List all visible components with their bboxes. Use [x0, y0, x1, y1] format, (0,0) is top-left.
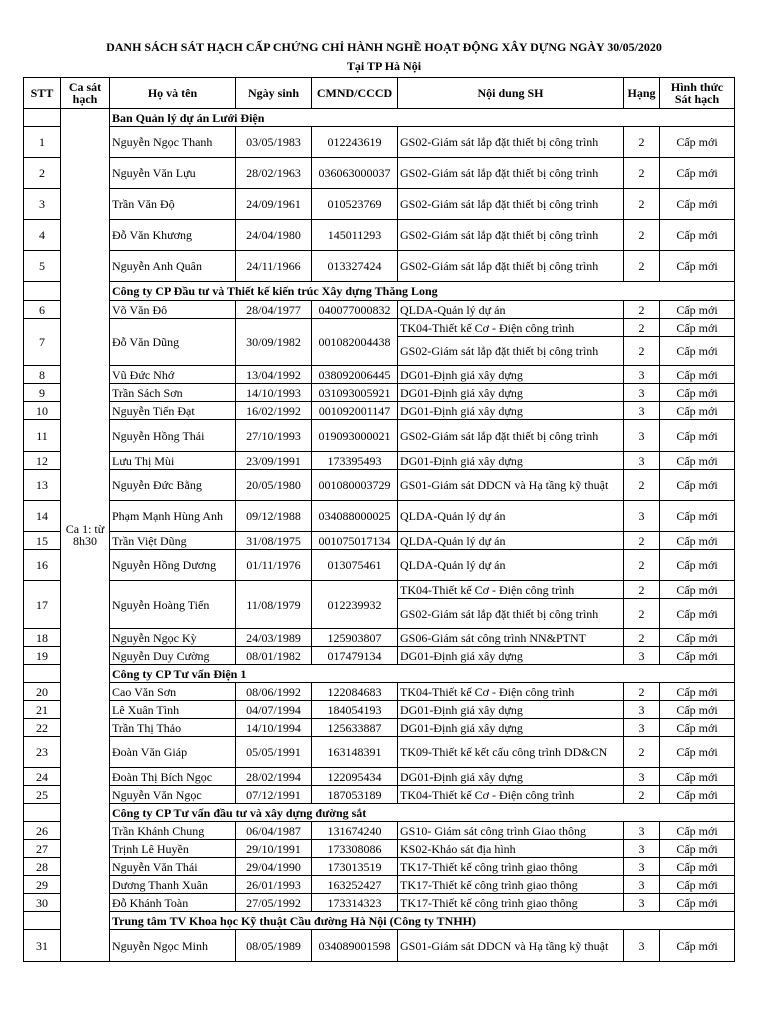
- content-cell: DG01-Định giá xây dựng: [398, 402, 624, 420]
- form-cell: Cấp mới: [660, 402, 735, 420]
- table-row: [24, 876, 735, 894]
- stt-cell: 19: [24, 647, 61, 665]
- name-cell: Nguyễn Ngọc Minh: [110, 930, 236, 962]
- content-cell: DG01-Định giá xây dựng: [398, 366, 624, 384]
- name-cell: Đỗ Khánh Toàn: [110, 894, 236, 912]
- content-cell: GS02-Giám sát lắp đặt thiết bị công trình: [398, 599, 624, 629]
- form-cell: Cấp mới: [660, 822, 735, 840]
- form-cell: Cấp mới: [660, 647, 735, 665]
- id-cell: 001080003729: [312, 470, 398, 501]
- candidate-table: [23, 77, 735, 962]
- table-row: [24, 420, 735, 452]
- table-row: [24, 366, 735, 384]
- name-cell: Nguyễn Văn Lựu: [110, 158, 236, 189]
- rank-cell: 3: [624, 402, 660, 420]
- group-row: [24, 804, 735, 822]
- table-row: [24, 629, 735, 647]
- table-row: [24, 189, 735, 220]
- id-cell: 122084683: [312, 683, 398, 701]
- header-rank: Hạng: [624, 78, 660, 109]
- dob-cell: 16/02/1992: [236, 402, 312, 420]
- dob-cell: 11/08/1979: [236, 581, 312, 629]
- group-row: [24, 912, 735, 930]
- stt-cell: 29: [24, 876, 61, 894]
- id-cell: 187053189: [312, 786, 398, 804]
- header-dob: Ngày sinh: [236, 78, 312, 109]
- table-row: [24, 858, 735, 876]
- id-cell: 019093000021: [312, 420, 398, 452]
- dob-cell: 29/10/1991: [236, 840, 312, 858]
- dob-cell: 14/10/1994: [236, 719, 312, 737]
- content-cell: GS01-Giám sát DDCN và Hạ tầng kỹ thuật: [398, 930, 624, 962]
- stt-cell: 24: [24, 768, 61, 786]
- form-cell: Cấp mới: [660, 301, 735, 319]
- name-cell: Nguyễn Văn Thái: [110, 858, 236, 876]
- name-cell: Đoàn Văn Giáp: [110, 737, 236, 768]
- stt-cell: 25: [24, 786, 61, 804]
- table-row: [24, 822, 735, 840]
- name-cell: Phạm Mạnh Hùng Anh: [110, 501, 236, 532]
- table-row: [24, 301, 735, 319]
- name-cell: Cao Văn Sơn: [110, 683, 236, 701]
- rank-cell: 2: [624, 337, 660, 366]
- id-cell: 012243619: [312, 127, 398, 158]
- name-cell: Trần Thị Thảo: [110, 719, 236, 737]
- name-cell: Lưu Thị Mùi: [110, 452, 236, 470]
- dob-cell: 28/02/1994: [236, 768, 312, 786]
- id-cell: 001082004438: [312, 319, 398, 366]
- dob-cell: 07/12/1991: [236, 786, 312, 804]
- id-cell: 010523769: [312, 189, 398, 220]
- stt-cell: 21: [24, 701, 61, 719]
- rank-cell: 3: [624, 858, 660, 876]
- form-cell: Cấp mới: [660, 127, 735, 158]
- rank-cell: 3: [624, 384, 660, 402]
- dob-cell: 29/04/1990: [236, 858, 312, 876]
- stt-cell: 15: [24, 532, 61, 550]
- id-cell: 173013519: [312, 858, 398, 876]
- id-cell: 040077000832: [312, 301, 398, 319]
- id-cell: 173308086: [312, 840, 398, 858]
- rank-cell: 2: [624, 189, 660, 220]
- id-cell: 163148391: [312, 737, 398, 768]
- id-cell: 034088000025: [312, 501, 398, 532]
- content-cell: TK17-Thiết kế công trình giao thông: [398, 894, 624, 912]
- content-cell: TK04-Thiết kế Cơ - Điện công trình: [398, 319, 624, 337]
- group-row: [24, 282, 735, 301]
- rank-cell: 3: [624, 452, 660, 470]
- content-cell: GS02-Giám sát lắp đặt thiết bị công trình: [398, 420, 624, 452]
- table-row: [24, 470, 735, 501]
- dob-cell: 03/05/1983: [236, 127, 312, 158]
- content-cell: KS02-Khảo sát địa hình: [398, 840, 624, 858]
- rank-cell: 3: [624, 701, 660, 719]
- name-cell: Trần Việt Dũng: [110, 532, 236, 550]
- name-cell: Võ Văn Đô: [110, 301, 236, 319]
- name-cell: Nguyễn Tiến Đạt: [110, 402, 236, 420]
- name-cell: Nguyễn Hoàng Tiến: [110, 581, 236, 629]
- dob-cell: 24/03/1989: [236, 629, 312, 647]
- dob-cell: 27/10/1993: [236, 420, 312, 452]
- form-cell: Cấp mới: [660, 599, 735, 629]
- form-cell: Cấp mới: [660, 930, 735, 962]
- dob-cell: 31/08/1975: [236, 532, 312, 550]
- content-cell: TK04-Thiết kế Cơ - Điện công trình: [398, 786, 624, 804]
- form-cell: Cấp mới: [660, 701, 735, 719]
- name-cell: Lê Xuân Tình: [110, 701, 236, 719]
- table-row: [24, 683, 735, 701]
- name-cell: Nguyễn Văn Ngọc: [110, 786, 236, 804]
- content-cell: QLDA-Quản lý dự án: [398, 501, 624, 532]
- rank-cell: 3: [624, 719, 660, 737]
- rank-cell: 3: [624, 930, 660, 962]
- name-cell: Trần Khánh Chung: [110, 822, 236, 840]
- stt-cell: 12: [24, 452, 61, 470]
- table-row: [24, 930, 735, 962]
- content-cell: TK17-Thiết kế công trình giao thông: [398, 858, 624, 876]
- table-row: [24, 786, 735, 804]
- form-cell: Cấp mới: [660, 550, 735, 581]
- dob-cell: 06/04/1987: [236, 822, 312, 840]
- header-ca: Ca sát hạch: [61, 78, 110, 109]
- table-header-row: [24, 78, 735, 109]
- group-label: Trung tâm TV Khoa học Kỹ thuật Cầu đường Hà Nội (Công ty TNHH): [110, 912, 735, 930]
- rank-cell: 2: [624, 251, 660, 282]
- table-row: [24, 647, 735, 665]
- form-cell: Cấp mới: [660, 189, 735, 220]
- exam-session-cell: Ca 1: từ 8h30: [61, 109, 110, 962]
- id-cell: 017479134: [312, 647, 398, 665]
- content-cell: DG01-Định giá xây dựng: [398, 384, 624, 402]
- form-cell: Cấp mới: [660, 319, 735, 337]
- name-cell: Nguyễn Đức Bằng: [110, 470, 236, 501]
- rank-cell: 2: [624, 550, 660, 581]
- dob-cell: 28/04/1977: [236, 301, 312, 319]
- stt-cell: 18: [24, 629, 61, 647]
- dob-cell: 27/05/1992: [236, 894, 312, 912]
- dob-cell: 08/05/1989: [236, 930, 312, 962]
- rank-cell: 2: [624, 599, 660, 629]
- id-cell: 163252427: [312, 876, 398, 894]
- content-cell: GS01-Giám sát DDCN và Hạ tầng kỹ thuật: [398, 470, 624, 501]
- form-cell: Cấp mới: [660, 337, 735, 366]
- id-cell: 184054193: [312, 701, 398, 719]
- name-cell: Nguyễn Ngọc Kỳ: [110, 629, 236, 647]
- content-cell: QLDA-Quản lý dự án: [398, 550, 624, 581]
- rank-cell: 3: [624, 501, 660, 532]
- stt-cell: 20: [24, 683, 61, 701]
- id-cell: 038092006445: [312, 366, 398, 384]
- form-cell: Cấp mới: [660, 768, 735, 786]
- dob-cell: 04/07/1994: [236, 701, 312, 719]
- stt-cell: 3: [24, 189, 61, 220]
- name-cell: Đỗ Văn Khương: [110, 220, 236, 251]
- group-stt-cell: [24, 912, 61, 930]
- group-label: Công ty CP Đầu tư và Thiết kế kiến trúc Xây dựng Thăng Long: [110, 282, 735, 301]
- dob-cell: 24/11/1966: [236, 251, 312, 282]
- form-cell: Cấp mới: [660, 737, 735, 768]
- stt-cell: 1: [24, 127, 61, 158]
- table-row: [24, 319, 735, 337]
- stt-cell: 26: [24, 822, 61, 840]
- document-title: DANH SÁCH SÁT HẠCH CẤP CHỨNG CHỈ HÀNH NGHỀ HOẠT ĐỘNG XÂY DỰNG NGÀY 30/05/2020: [106, 40, 662, 54]
- content-cell: DG01-Định giá xây dựng: [398, 647, 624, 665]
- id-cell: 131674240: [312, 822, 398, 840]
- table-row: [24, 550, 735, 581]
- form-cell: Cấp mới: [660, 876, 735, 894]
- content-cell: TK09-Thiết kế kết cấu công trình DD&CN: [398, 737, 624, 768]
- id-cell: 122095434: [312, 768, 398, 786]
- content-cell: DG01-Định giá xây dựng: [398, 719, 624, 737]
- id-cell: 125903807: [312, 629, 398, 647]
- form-cell: Cấp mới: [660, 251, 735, 282]
- rank-cell: 3: [624, 840, 660, 858]
- content-cell: TK17-Thiết kế công trình giao thông: [398, 876, 624, 894]
- stt-cell: 6: [24, 301, 61, 319]
- rank-cell: 2: [624, 737, 660, 768]
- group-stt-cell: [24, 109, 61, 127]
- rank-cell: 2: [624, 127, 660, 158]
- id-cell: 013327424: [312, 251, 398, 282]
- id-cell: 001075017134: [312, 532, 398, 550]
- content-cell: GS10- Giám sát công trình Giao thông: [398, 822, 624, 840]
- header-content: Nội dung SH: [398, 78, 624, 109]
- stt-cell: 14: [24, 501, 61, 532]
- content-cell: GS02-Giám sát lắp đặt thiết bị công trình: [398, 337, 624, 366]
- name-cell: Dương Thanh Xuân: [110, 876, 236, 894]
- name-cell: Nguyễn Ngọc Thanh: [110, 127, 236, 158]
- form-cell: Cấp mới: [660, 894, 735, 912]
- dob-cell: 23/09/1991: [236, 452, 312, 470]
- table-body: [24, 109, 735, 962]
- content-cell: GS02-Giám sát lắp đặt thiết bị công trình: [398, 220, 624, 251]
- rank-cell: 2: [624, 581, 660, 599]
- content-cell: TK04-Thiết kế Cơ - Điện công trình: [398, 683, 624, 701]
- stt-cell: 22: [24, 719, 61, 737]
- rank-cell: 2: [624, 470, 660, 501]
- table-row: [24, 532, 735, 550]
- rank-cell: 2: [624, 220, 660, 251]
- table-row: [24, 840, 735, 858]
- form-cell: Cấp mới: [660, 532, 735, 550]
- form-cell: Cấp mới: [660, 840, 735, 858]
- form-cell: Cấp mới: [660, 220, 735, 251]
- id-cell: 031093005921: [312, 384, 398, 402]
- header-stt: STT: [24, 78, 61, 109]
- form-cell: Cấp mới: [660, 501, 735, 532]
- rank-cell: 2: [624, 301, 660, 319]
- dob-cell: 26/01/1993: [236, 876, 312, 894]
- id-cell: 034089001598: [312, 930, 398, 962]
- rank-cell: 2: [624, 319, 660, 337]
- form-cell: Cấp mới: [660, 858, 735, 876]
- content-cell: QLDA-Quản lý dự án: [398, 301, 624, 319]
- rank-cell: 3: [624, 768, 660, 786]
- stt-cell: 5: [24, 251, 61, 282]
- content-cell: DG01-Định giá xây dựng: [398, 701, 624, 719]
- stt-cell: 17: [24, 581, 61, 629]
- dob-cell: 24/09/1961: [236, 189, 312, 220]
- rank-cell: 2: [624, 158, 660, 189]
- rank-cell: 2: [624, 683, 660, 701]
- group-label: Công ty CP Tư vấn đầu tư và xây dựng đường sắt: [110, 804, 735, 822]
- table-row: [24, 701, 735, 719]
- table-row: [24, 581, 735, 599]
- group-stt-cell: [24, 804, 61, 822]
- stt-cell: 10: [24, 402, 61, 420]
- stt-cell: 28: [24, 858, 61, 876]
- id-cell: 173395493: [312, 452, 398, 470]
- id-cell: 173314323: [312, 894, 398, 912]
- table-row: [24, 501, 735, 532]
- content-cell: DG01-Định giá xây dựng: [398, 452, 624, 470]
- form-cell: Cấp mới: [660, 366, 735, 384]
- stt-cell: 4: [24, 220, 61, 251]
- form-cell: Cấp mới: [660, 158, 735, 189]
- content-cell: TK04-Thiết kế Cơ - Điện công trình: [398, 581, 624, 599]
- name-cell: Đoàn Thị Bích Ngọc: [110, 768, 236, 786]
- content-cell: GS02-Giám sát lắp đặt thiết bị công trình: [398, 158, 624, 189]
- stt-cell: 2: [24, 158, 61, 189]
- name-cell: Nguyễn Hồng Thái: [110, 420, 236, 452]
- form-cell: Cấp mới: [660, 384, 735, 402]
- table-row: [24, 719, 735, 737]
- group-label: Ban Quản lý dự án Lưới Điện: [110, 109, 735, 127]
- stt-cell: 13: [24, 470, 61, 501]
- group-stt-cell: [24, 282, 61, 301]
- id-cell: 012239932: [312, 581, 398, 629]
- form-cell: Cấp mới: [660, 470, 735, 501]
- rank-cell: 3: [624, 366, 660, 384]
- name-cell: Trần Sách Sơn: [110, 384, 236, 402]
- dob-cell: 01/11/1976: [236, 550, 312, 581]
- dob-cell: 28/02/1963: [236, 158, 312, 189]
- content-cell: GS02-Giám sát lắp đặt thiết bị công trình: [398, 189, 624, 220]
- table-row: [24, 737, 735, 768]
- table-row: [24, 768, 735, 786]
- document-subtitle: Tại TP Hà Nội: [346, 59, 422, 73]
- table-row: [24, 384, 735, 402]
- table-row: [24, 158, 735, 189]
- group-label: Công ty CP Tư vấn Điện 1: [110, 665, 735, 683]
- id-cell: 145011293: [312, 220, 398, 251]
- form-cell: Cấp mới: [660, 420, 735, 452]
- form-cell: Cấp mới: [660, 786, 735, 804]
- id-cell: 125633887: [312, 719, 398, 737]
- rank-cell: 2: [624, 786, 660, 804]
- rank-cell: 3: [624, 822, 660, 840]
- form-cell: Cấp mới: [660, 719, 735, 737]
- stt-cell: 30: [24, 894, 61, 912]
- content-cell: GS02-Giám sát lắp đặt thiết bị công trình: [398, 251, 624, 282]
- stt-cell: 11: [24, 420, 61, 452]
- stt-cell: 16: [24, 550, 61, 581]
- name-cell: Trịnh Lê Huyền: [110, 840, 236, 858]
- name-cell: Nguyễn Anh Quân: [110, 251, 236, 282]
- dob-cell: 24/04/1980: [236, 220, 312, 251]
- name-cell: Nguyễn Duy Cường: [110, 647, 236, 665]
- stt-cell: 7: [24, 319, 61, 366]
- dob-cell: 09/12/1988: [236, 501, 312, 532]
- id-cell: 001092001147: [312, 402, 398, 420]
- rank-cell: 3: [624, 894, 660, 912]
- content-cell: GS06-Giám sát công trình NN&PTNT: [398, 629, 624, 647]
- table-row: [24, 251, 735, 282]
- rank-cell: 2: [624, 532, 660, 550]
- dob-cell: 13/04/1992: [236, 366, 312, 384]
- group-row: [24, 109, 735, 127]
- name-cell: Vũ Đức Nhớ: [110, 366, 236, 384]
- form-cell: Cấp mới: [660, 452, 735, 470]
- content-cell: GS02-Giám sát lắp đặt thiết bị công trình: [398, 127, 624, 158]
- content-cell: QLDA-Quản lý dự án: [398, 532, 624, 550]
- stt-cell: 9: [24, 384, 61, 402]
- table-row: [24, 220, 735, 251]
- dob-cell: 08/01/1982: [236, 647, 312, 665]
- rank-cell: 3: [624, 876, 660, 894]
- form-cell: Cấp mới: [660, 629, 735, 647]
- stt-cell: 8: [24, 366, 61, 384]
- name-cell: Trần Văn Độ: [110, 189, 236, 220]
- id-cell: 013075461: [312, 550, 398, 581]
- header-name: Họ và tên: [110, 78, 236, 109]
- content-cell: DG01-Định giá xây dựng: [398, 768, 624, 786]
- dob-cell: 08/06/1992: [236, 683, 312, 701]
- stt-cell: 31: [24, 930, 61, 962]
- form-cell: Cấp mới: [660, 581, 735, 599]
- table-row: [24, 402, 735, 420]
- header-id: CMND/CCCD: [312, 78, 398, 109]
- name-cell: Nguyễn Hồng Dương: [110, 550, 236, 581]
- name-cell: Đỗ Văn Dũng: [110, 319, 236, 366]
- group-stt-cell: [24, 665, 61, 683]
- dob-cell: 30/09/1982: [236, 319, 312, 366]
- table-row: [24, 127, 735, 158]
- table-row: [24, 452, 735, 470]
- header-form: Hình thức Sát hạch: [660, 78, 735, 109]
- id-cell: 036063000037: [312, 158, 398, 189]
- table-row: [24, 894, 735, 912]
- dob-cell: 20/05/1980: [236, 470, 312, 501]
- stt-cell: 23: [24, 737, 61, 768]
- rank-cell: 3: [624, 420, 660, 452]
- rank-cell: 3: [624, 647, 660, 665]
- dob-cell: 14/10/1993: [236, 384, 312, 402]
- dob-cell: 05/05/1991: [236, 737, 312, 768]
- stt-cell: 27: [24, 840, 61, 858]
- group-row: [24, 665, 735, 683]
- rank-cell: 2: [624, 629, 660, 647]
- form-cell: Cấp mới: [660, 683, 735, 701]
